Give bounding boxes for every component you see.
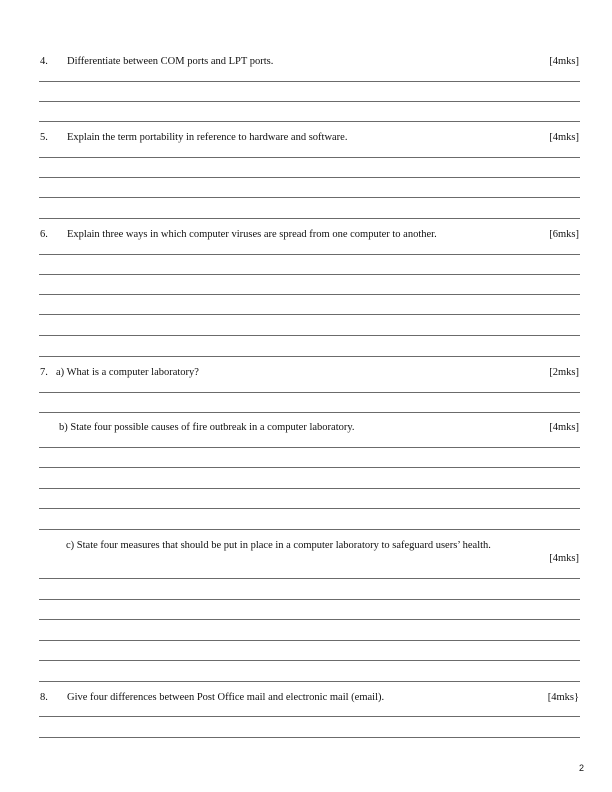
answer-line: [39, 578, 580, 579]
answer-line: [39, 218, 580, 219]
answer-line: [39, 294, 580, 295]
answer-line: [39, 508, 580, 509]
answer-line: [39, 619, 580, 620]
answer-line: [39, 529, 580, 530]
answer-line: [39, 81, 580, 82]
question-marks: [4mks]: [549, 56, 579, 67]
answer-line: [39, 599, 580, 600]
answer-line: [39, 335, 580, 336]
question-marks: [2mks]: [549, 367, 579, 378]
answer-line: [39, 467, 580, 468]
answer-line: [39, 157, 580, 158]
question-marks: [4mks]: [549, 422, 579, 433]
answer-line: [39, 392, 580, 393]
question-number: 8.: [40, 692, 48, 703]
question-text: Explain the term portability in reference to hardware and software.: [67, 132, 348, 143]
question-marks: [6mks]: [549, 229, 579, 240]
question-number: 5.: [40, 132, 48, 143]
question-marks: [4mks]: [549, 132, 579, 143]
answer-line: [39, 660, 580, 661]
answer-line: [39, 197, 580, 198]
question-text: a) What is a computer laboratory?: [56, 367, 199, 378]
question-number: 6.: [40, 229, 48, 240]
answer-line: [39, 254, 580, 255]
question-text: c) State four measures that should be put in place in a computer laboratory to safeguard users’ health.: [66, 540, 491, 551]
answer-line: [39, 681, 580, 682]
answer-line: [39, 737, 580, 738]
answer-line: [39, 716, 580, 717]
question-number: 7.: [40, 367, 48, 378]
question-number: 4.: [40, 56, 48, 67]
question-marks: [4mks}: [547, 692, 579, 703]
answer-line: [39, 314, 580, 315]
answer-line: [39, 121, 580, 122]
answer-line: [39, 274, 580, 275]
question-text: Differentiate between COM ports and LPT ports.: [67, 56, 274, 67]
answer-line: [39, 356, 580, 357]
answer-line: [39, 488, 580, 489]
answer-line: [39, 447, 580, 448]
answer-line: [39, 412, 580, 413]
answer-line: [39, 640, 580, 641]
question-marks: [4mks]: [549, 553, 579, 564]
question-text: Give four differences between Post Office mail and electronic mail (email).: [67, 692, 385, 703]
question-text: b) State four possible causes of fire outbreak in a computer laboratory.: [59, 422, 355, 433]
answer-line: [39, 101, 580, 102]
answer-line: [39, 177, 580, 178]
question-text: Explain three ways in which computer viruses are spread from one computer to another.: [67, 229, 437, 240]
page-number: 2: [578, 763, 584, 773]
